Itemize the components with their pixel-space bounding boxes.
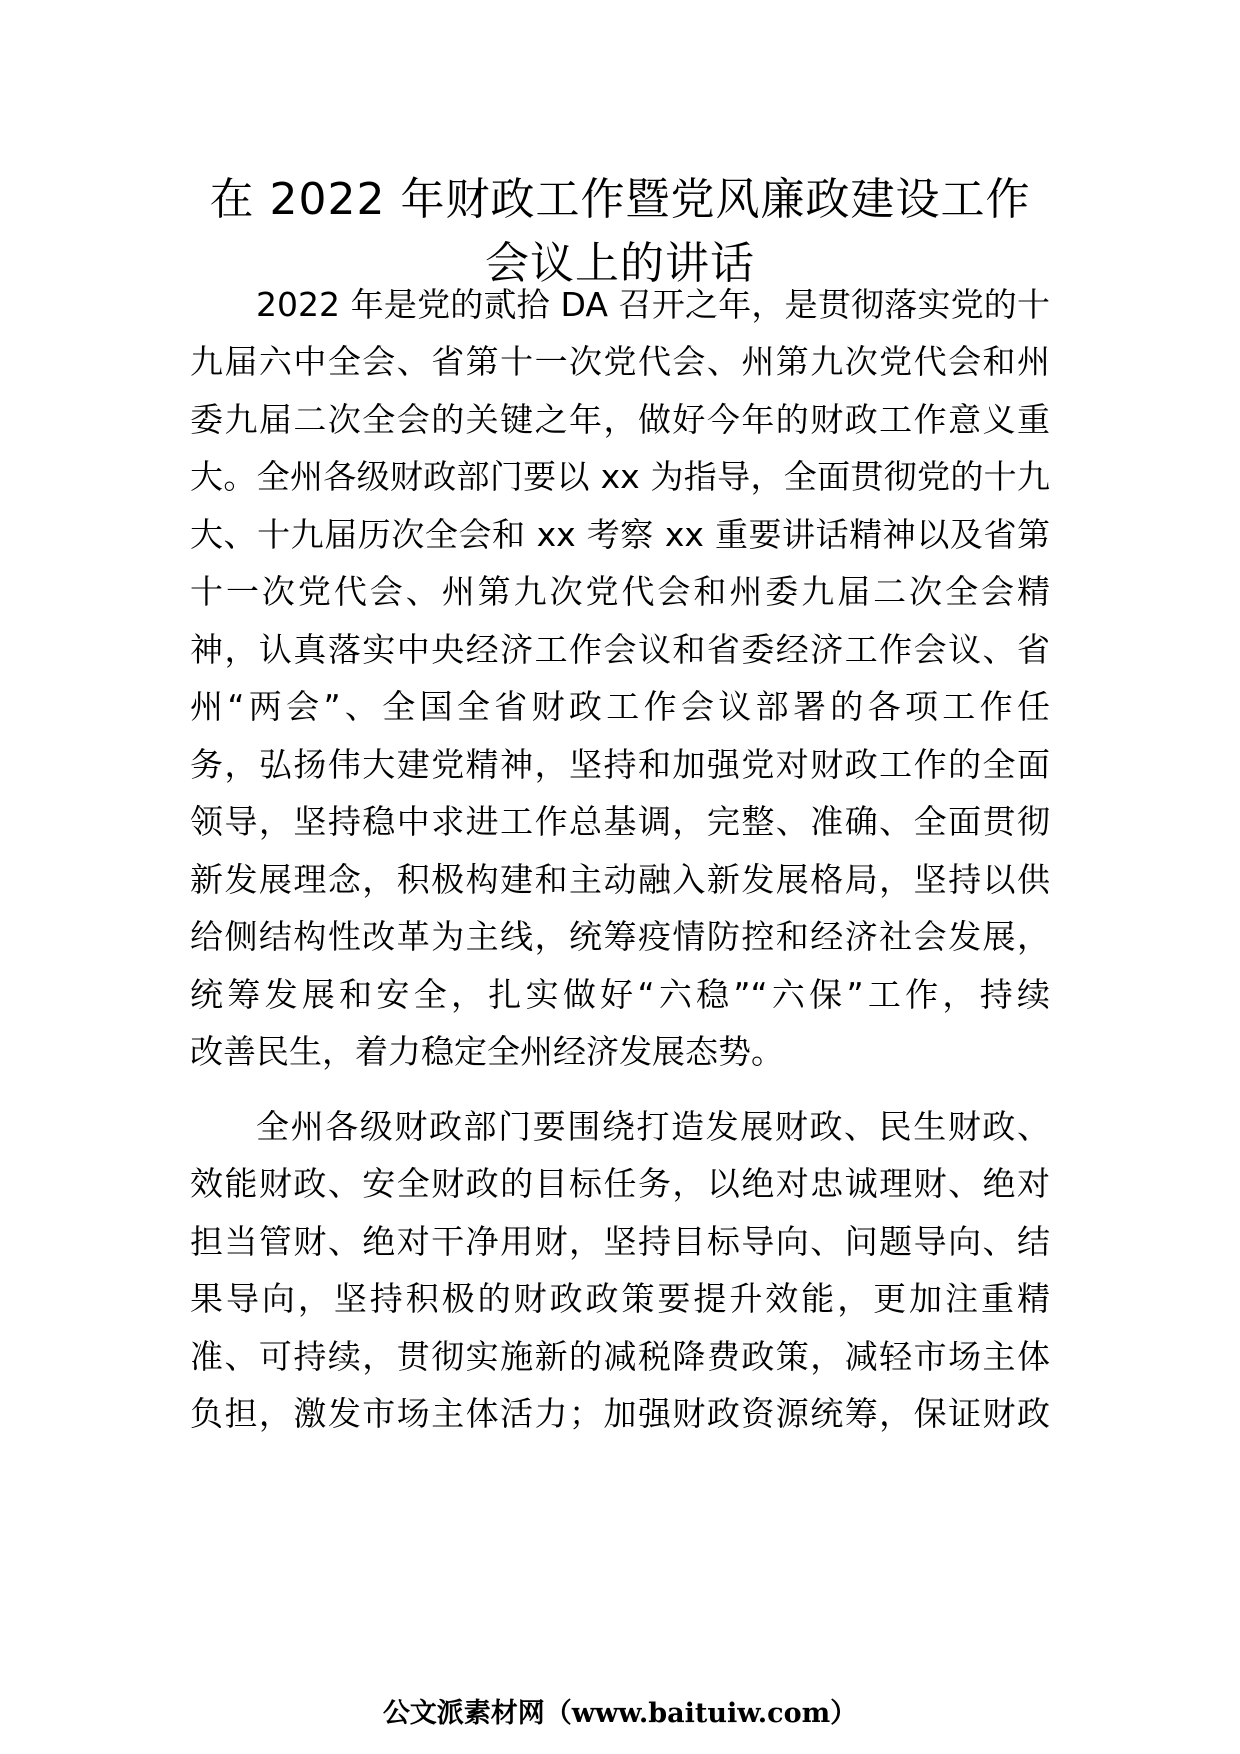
paragraph-line: 州“两会”、全国全省财政工作会议部署的各项工作任 bbox=[190, 687, 1050, 726]
footer-watermark: 公文派素材网（www.baituiw.com） bbox=[382, 1698, 858, 1729]
paragraph-line: 2022 年是党的贰拾 DA 召开之年，是贯彻落实党的十 bbox=[256, 285, 1050, 324]
paragraph-line: 大。全州各级财政部门要以 xx 为指导，全面贯彻党的十九 bbox=[190, 457, 1050, 496]
document-title-line-1: 在 2022 年财政工作暨党风廉政建设工作 bbox=[209, 174, 1031, 225]
paragraph-line: 九届六中全会、省第十一次党代会、州第九次党代会和州 bbox=[190, 342, 1050, 381]
paragraph-line: 新发展理念，积极构建和主动融入新发展格局，坚持以供 bbox=[190, 860, 1050, 899]
paragraph-line: 神，认真落实中央经济工作会议和省委经济工作会议、省 bbox=[190, 630, 1050, 669]
paragraph-line: 改善民生，着力稳定全州经济发展态势。 bbox=[190, 1032, 784, 1071]
paragraph-line: 担当管财、绝对干净用财，坚持目标导向、问题导向、结 bbox=[190, 1222, 1050, 1261]
paragraph-line: 大、十九届历次全会和 xx 考察 xx 重要讲话精神以及省第 bbox=[190, 515, 1050, 554]
paragraph-line: 效能财政、安全财政的目标任务，以绝对忠诚理财、绝对 bbox=[190, 1164, 1050, 1203]
paragraph-line: 果导向，坚持积极的财政政策要提升效能，更加注重精 bbox=[190, 1279, 1050, 1318]
paragraph-line: 务，弘扬伟大建党精神，坚持和加强党对财政工作的全面 bbox=[190, 745, 1050, 784]
paragraph-line: 准、可持续，贯彻实施新的减税降费政策，减轻市场主体 bbox=[190, 1337, 1050, 1376]
paragraph-line: 给侧结构性改革为主线，统筹疫情防控和经济社会发展， bbox=[190, 917, 1050, 956]
paragraph-line: 负担，激发市场主体活力；加强财政资源统筹，保证财政 bbox=[190, 1394, 1050, 1433]
paragraph-line: 十一次党代会、州第九次党代会和州委九届二次全会精 bbox=[190, 572, 1050, 611]
document-title-line-2: 会议上的讲话 bbox=[485, 238, 755, 289]
paragraph-line: 统筹发展和安全，扎实做好“六稳”“六保”工作，持续 bbox=[190, 975, 1050, 1014]
paragraph-line: 委九届二次全会的关键之年，做好今年的财政工作意义重 bbox=[190, 400, 1050, 439]
paragraph-line: 领导，坚持稳中求进工作总基调，完整、准确、全面贯彻 bbox=[190, 802, 1050, 841]
paragraph-line: 全州各级财政部门要围绕打造发展财政、民生财政、 bbox=[256, 1107, 1050, 1146]
